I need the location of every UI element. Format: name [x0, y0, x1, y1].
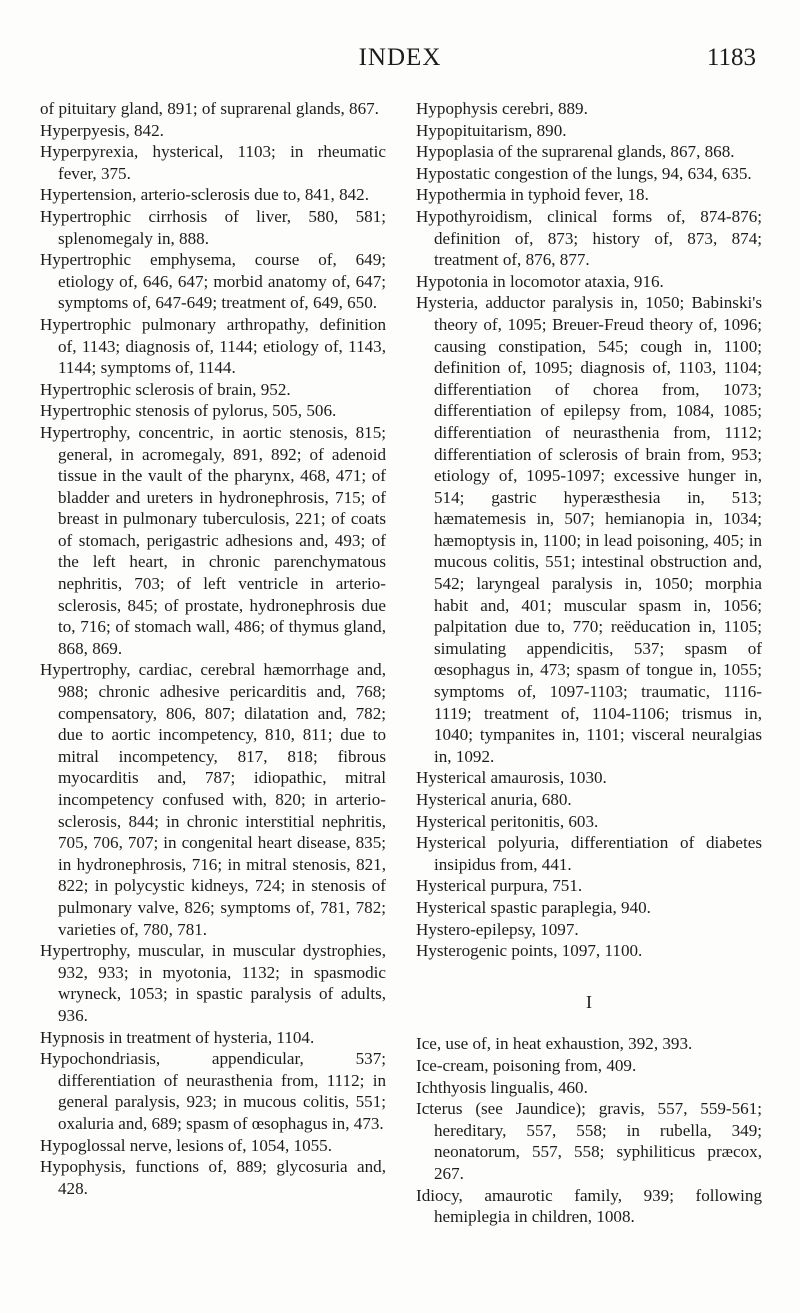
index-entry: Hypothermia in typhoid fever, 18. [416, 185, 649, 205]
index-entry: Hypostatic congestion of the lungs, 94, 634, 635. [416, 163, 752, 183]
index-entry: Ice-cream, poisoning from, 409. [416, 1055, 637, 1075]
index-entry: Hyperpyesis, 842. [40, 120, 164, 140]
index-entry: Hysterical amaurosis, 1030. [416, 768, 607, 788]
left-column [40, 98, 386, 1199]
index-entry: Hysterical purpura, 751. [416, 876, 583, 896]
index-entry: Hypotonia in locomotor ataxia, 916. [416, 271, 664, 291]
index-entry: Hypertrophic cirrhosis of liver, 580, 581; splenomegaly in, 888. [40, 206, 386, 248]
index-entry: Hysterical polyuria, differentiation of diabetes insipidus from, 441. [416, 833, 762, 874]
index-entry: of pituitary gland, 891; of suprarenal glands, 867. [40, 99, 379, 118]
index-entry: Hypertrophic emphysema, course of, 649; etiology of, 646, 647; morbid anatomy of, 647; symptoms of, 647-649; treatment of, 649, 650. [40, 250, 386, 313]
index-entry: Hypertension, arterio-sclerosis due to, 841, 842. [40, 185, 369, 205]
index-entry: Hypertrophic sclerosis of brain, 952. [40, 379, 291, 399]
index-entry: Hyperpyrexia, hysterical, 1103; in rheumatic fever, 375. [40, 142, 386, 183]
index-entry: Hypertrophy, cardiac, cerebral hæmorrhage and, 988; chronic adhesive pericarditis and, 768; compensatory, 806, 807; dilatation and, 782; due to aortic incompetency, 810, 811; due to mitral incompetency, 817, 818; fibrous myocarditis and, 787; idiopathic, mitral incompetency confused with, 820; in arterio-sclerosis, 844; in chronic interstitial nephritis, 705, 706, 707; in congenital heart disease, 835; in hydronephrosis, 716; in mitral stenosis, 821, 822; in polycystic kidneys, 724; in stenosis of pulmonary valve, 826; symptoms of, 781, 782; varieties of, 780, 781. [40, 660, 386, 939]
right-column [416, 98, 762, 1228]
section-letter-heading: I [586, 991, 592, 1012]
running-head [0, 44, 800, 84]
index-entry: Hypnosis in treatment of hysteria, 1104. [40, 1027, 315, 1047]
index-entry: Hysterical peritonitis, 603. [416, 811, 599, 831]
index-entry: Idiocy, amaurotic family, 939; following hemiplegia in children, 1008. [416, 1185, 762, 1227]
index-entry: Hysterical anuria, 680. [416, 790, 572, 809]
index-entry: Hypoplasia of the suprarenal glands, 867, 868. [416, 142, 735, 162]
page-number: 1183 [706, 44, 756, 71]
index-entry: Hystero-epilepsy, 1097. [416, 919, 579, 939]
index-entry: Hypothyroidism, clinical forms of, 874-876; definition of, 873; history of, 873, 874; treatment of, 876, 877. [416, 206, 762, 270]
index-entry: Hypoglossal nerve, lesions of, 1054, 1055. [40, 1135, 332, 1155]
index-entry: Hypertrophic pulmonary arthropathy, definition of, 1143; diagnosis of, 1144; etiology of, 1143, 1144; symptoms of, 1144. [40, 314, 386, 378]
index-entry: Ice, use of, in heat exhaustion, 392, 393. [416, 1034, 693, 1054]
index-entry: Hypophysis, functions of, 889; glycosuria and, 428. [40, 1157, 386, 1198]
index-entry: Hysteria, adductor paralysis in, 1050; Babinski's theory of, 1095; Breuer-Freud theory of, 1096; causing constipation, 545; cough in, 1100; definition of, 1095; diagnosis of, 1103, 1104; differentiation of chorea from, 1073; differentiation of epilepsy from, 1084, 1085; differentiation of neurasthenia from, 1112; differentiation of sclerosis of brain from, 953; etiology of, 1095-1097; excessive hunger in, 514; gastric hyperæsthesia in, 513; hæmatemesis in, 507; hemianopia in, 1034; hæmoptysis in, 1100; in lead poisoning, 405; in mucous colitis, 551; intestinal obstruction and, 542; laryngeal paralysis in, 1050; morphia habit and, 401; muscular spasm in, 1056; palpitation due to, 770; reëducation in, 1105; simulating appendicitis, 537; spasm of œsophagus in, 473; spasm of tongue in, 1055; symptoms of, 1097-1103; traumatic, 1116-1119; treatment of, 1104-1106; trismus in, 1040; tympanites in, 1101; visceral neuralgias in, 1092. [416, 293, 762, 766]
index-entry: Hypophysis cerebri, 889. [416, 99, 588, 118]
index-entry: Hypochondriasis, appendicular, 537; differentiation of neurasthenia from, 1112; in general paralysis, 923; in mucous colitis, 551; oxaluria and, 689; spasm of œsophagus in, 473. [40, 1049, 386, 1133]
index-entry: Hypertrophic stenosis of pylorus, 505, 506. [40, 401, 337, 421]
page-title: INDEX [358, 44, 442, 71]
index-entry: Hysterogenic points, 1097, 1100. [416, 941, 643, 961]
index-entry: Ichthyosis lingualis, 460. [416, 1077, 588, 1097]
index-entry: Hysterical spastic paraplegia, 940. [416, 897, 651, 917]
index-entry: Hypertrophy, concentric, in aortic stenosis, 815; general, in acromegaly, 891, 892; of adenoid tissue in the vault of the pharynx, 468, 471; of bladder and ureters in hydronephrosis, 715; of breast in pulmonary tuberculosis, 221; of coats of stomach, perigastric adhesions and, 493; of the left heart, in chronic parenchymatous nephritis, 703; of left ventricle in arterio-sclerosis, 845; of prostate, hydronephrosis due to, 716; of stomach wall, 486; of thymus gland, 868, 869. [40, 422, 386, 658]
index-entry: Hypopituitarism, 890. [416, 120, 567, 140]
index-entry: Icterus (see Jaundice); gravis, 557, 559-561; hereditary, 557, 558; in rubella, 349; neonatorum, 557, 558; syphiliticus præcox, 267. [416, 1099, 762, 1183]
index-entry: Hypertrophy, muscular, in muscular dystrophies, 932, 933; in myotonia, 1132; in spasmodic wryneck, 1053; in spastic paralysis of adults, 936. [40, 941, 386, 1025]
